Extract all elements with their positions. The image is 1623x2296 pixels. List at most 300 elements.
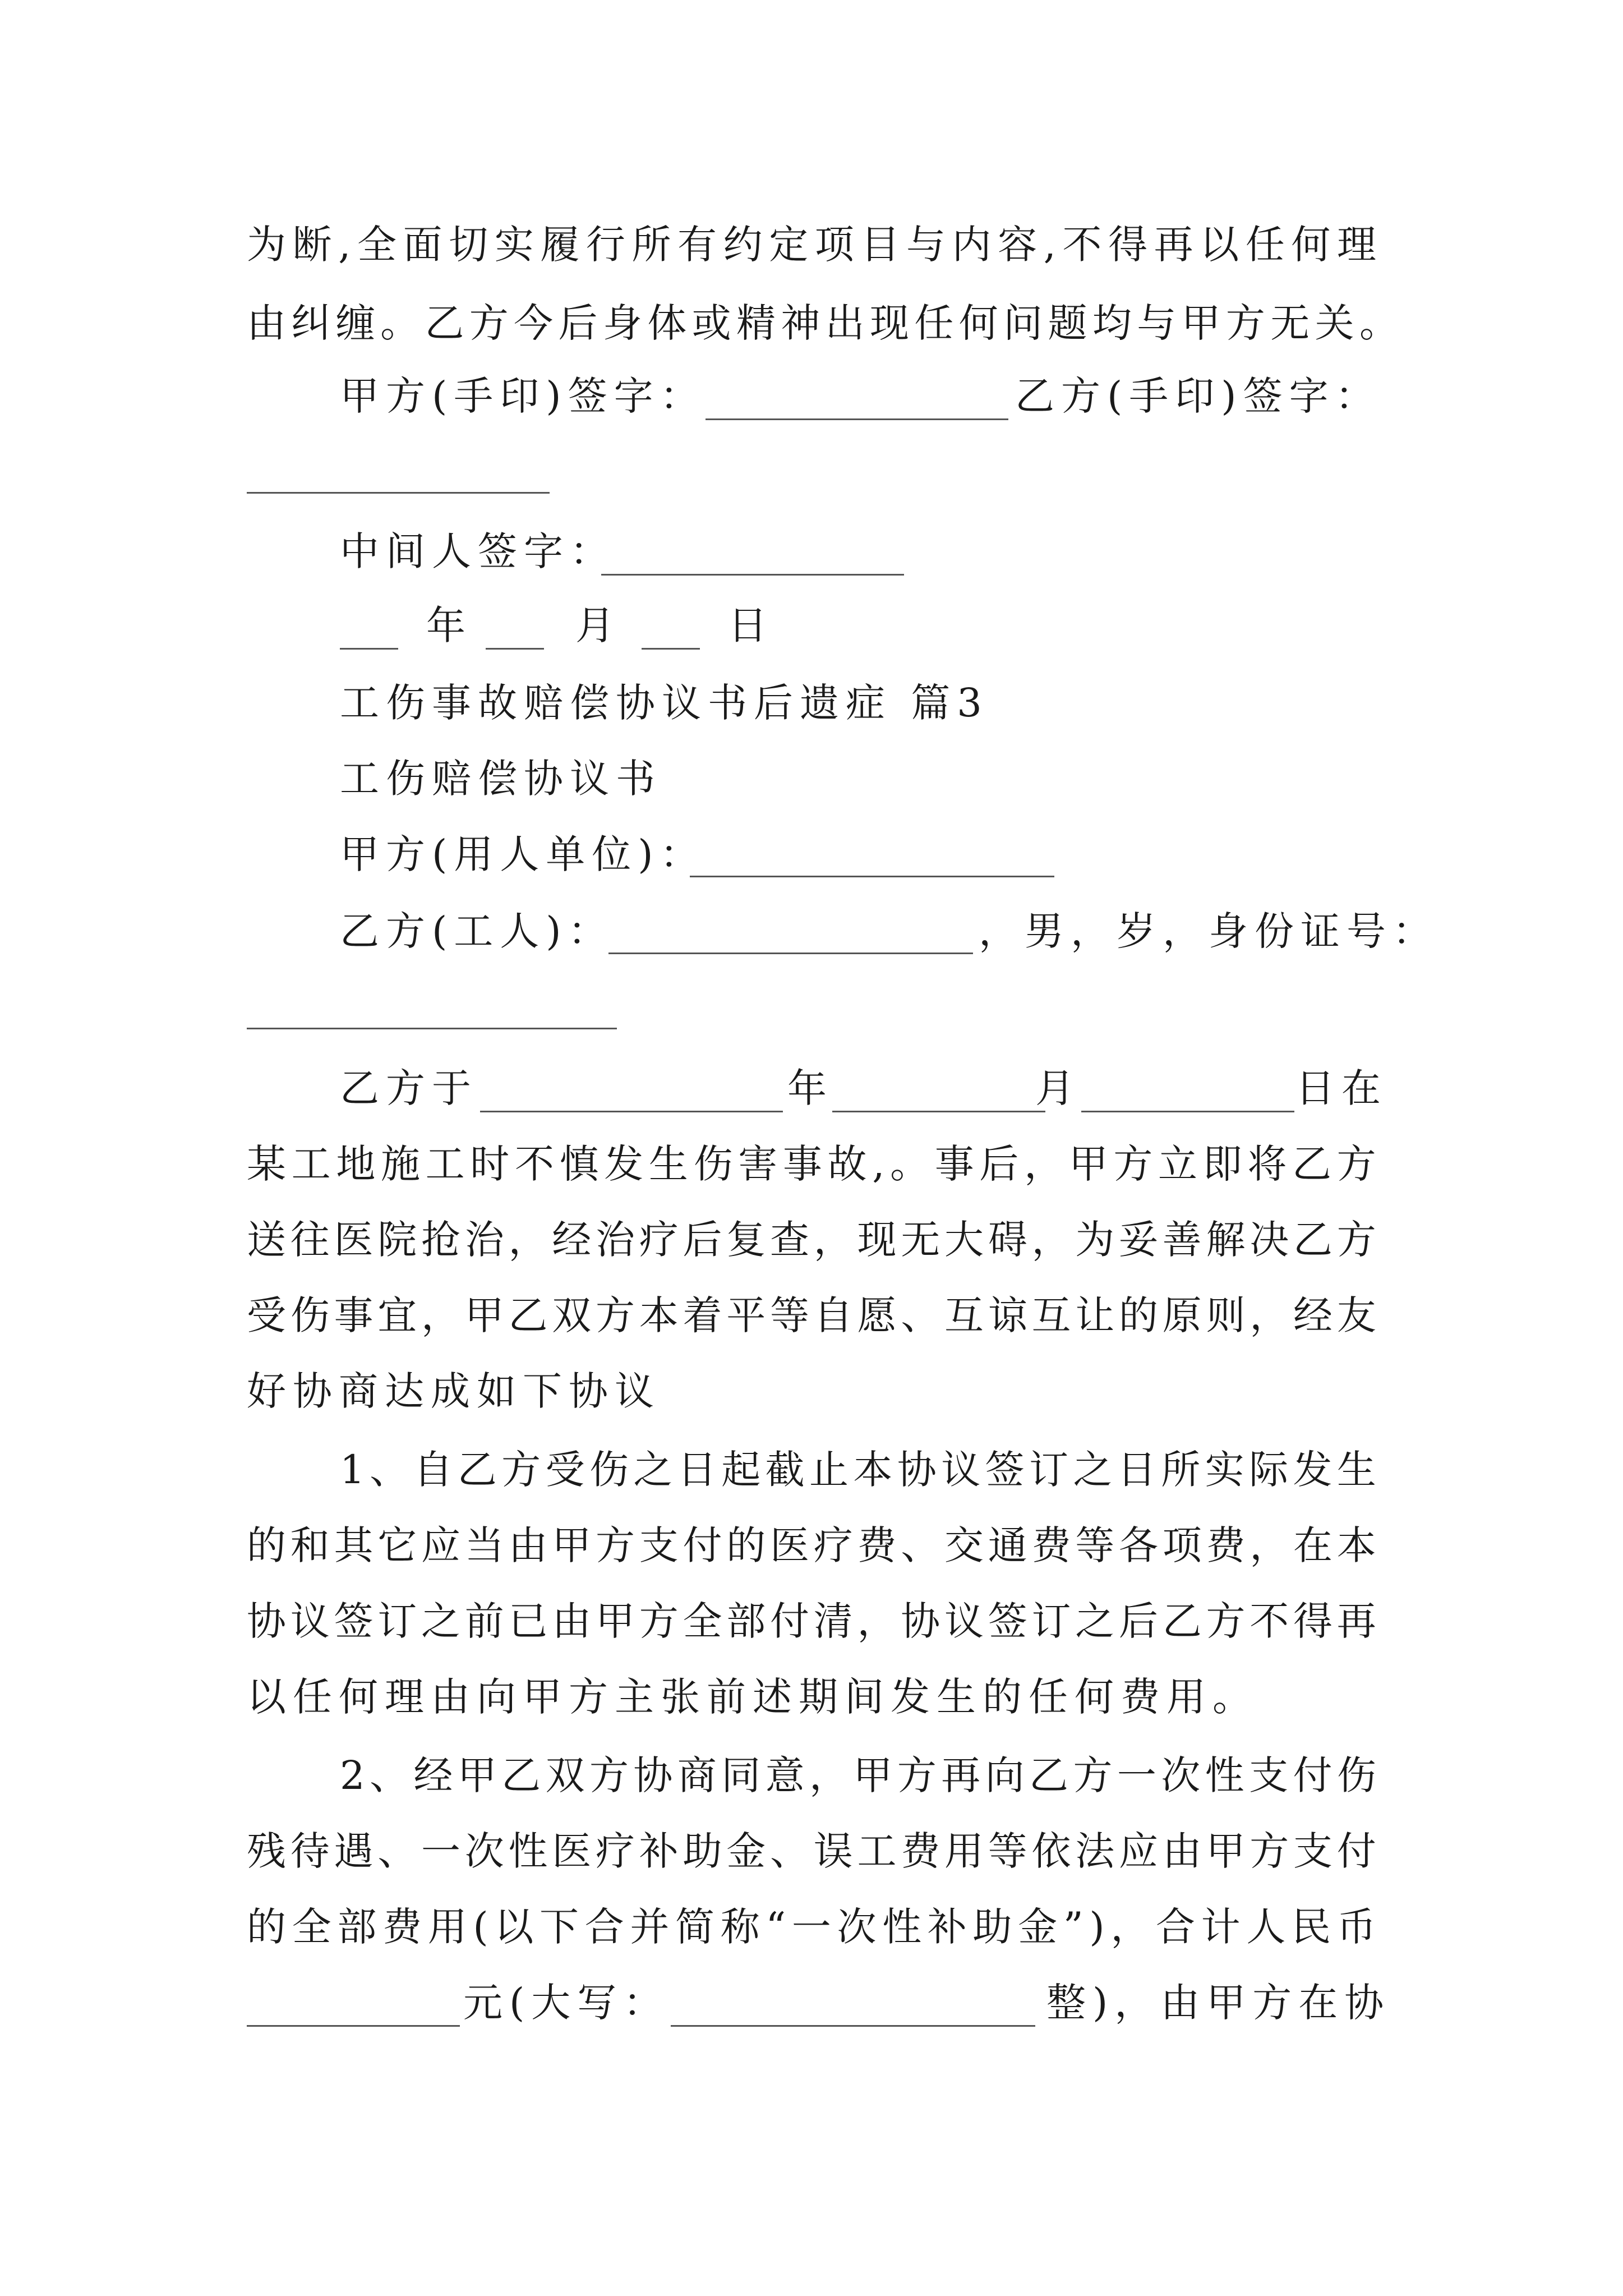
glyph: 履 <box>540 222 580 268</box>
glyph: 合 <box>1156 1904 1195 1950</box>
glyph: ， <box>857 1598 897 1644</box>
glyph: 、 <box>369 1447 409 1493</box>
middleman-signature-label: 中间人签字： <box>340 528 616 574</box>
glyph: 它 <box>377 1522 417 1568</box>
glyph: 乙 <box>1292 1141 1332 1187</box>
glyph: 意 <box>765 1752 805 1798</box>
glyph: 在 <box>1293 1522 1332 1568</box>
party-a-signature-label: 甲方(手印)签字： <box>340 373 706 419</box>
glyph: 目 <box>860 222 900 268</box>
glyph: 理 <box>1336 222 1376 268</box>
glyph: 不 <box>1062 222 1102 268</box>
glyph: 方 <box>589 1752 629 1798</box>
glyph: 待 <box>290 1828 330 1874</box>
glyph: 伤 <box>1336 1752 1376 1798</box>
glyph: 金 <box>726 1828 766 1874</box>
middleman-signature-blank[interactable] <box>601 574 904 576</box>
glyph: 决 <box>1249 1217 1289 1263</box>
glyph: 订 <box>1029 1447 1069 1493</box>
glyph: 乙 <box>1162 1598 1202 1644</box>
glyph: 乙 <box>425 300 464 346</box>
glyph: 医 <box>770 1522 809 1568</box>
glyph: 性 <box>508 1828 548 1874</box>
glyph: ( <box>473 1904 488 1950</box>
glyph: 乙 <box>457 1447 497 1493</box>
glyph: ， <box>1110 1904 1150 1950</box>
glyph: 抢 <box>421 1217 460 1263</box>
text-line <box>0 284 1623 362</box>
glyph: 项 <box>814 222 854 268</box>
id-number-blank[interactable] <box>247 1028 617 1029</box>
glyph: 当 <box>464 1522 504 1568</box>
glyph: 方 <box>1073 1752 1113 1798</box>
glyph: 神 <box>781 300 820 346</box>
glyph: 故 <box>827 1141 867 1187</box>
glyph: 双 <box>552 1292 592 1338</box>
signature-line <box>0 357 1623 435</box>
glyph: 止 <box>809 1447 849 1493</box>
glyph: 与 <box>906 222 946 268</box>
glyph: 复 <box>726 1217 766 1263</box>
glyph: 方 <box>1113 1141 1153 1187</box>
glyph: 不 <box>514 1141 554 1187</box>
glyph: 治 <box>464 1217 504 1263</box>
glyph: 自 <box>413 1447 453 1493</box>
glyph: 伤 <box>589 1447 629 1493</box>
glyph: 简 <box>675 1904 715 1950</box>
glyph: 下 <box>540 1904 579 1950</box>
glyph: 立 <box>1158 1141 1198 1187</box>
glyph: 起 <box>721 1447 761 1493</box>
glyph: 工 <box>425 1141 465 1187</box>
glyph: 发 <box>604 1141 644 1187</box>
glyph: 工 <box>291 1141 331 1187</box>
glyph: 签 <box>334 1598 374 1644</box>
glyph: 等 <box>988 1828 1027 1874</box>
glyph: 原 <box>1162 1292 1202 1338</box>
glyph: 全 <box>357 222 396 268</box>
glyph: 谅 <box>988 1292 1027 1338</box>
glyph: 或 <box>691 300 731 346</box>
justified-line <box>247 1812 1376 1890</box>
glyph: 支 <box>639 1522 679 1568</box>
glyph: 应 <box>421 1522 460 1568</box>
glyph: 身 <box>602 300 642 346</box>
glyph: 遇 <box>334 1828 374 1874</box>
glyph: 疗 <box>813 1522 853 1568</box>
glyph: 后 <box>979 1141 1019 1187</box>
year-blank[interactable] <box>340 648 398 650</box>
glyph: 互 <box>1031 1292 1071 1338</box>
justified-line <box>247 284 1399 362</box>
glyph: 其 <box>334 1522 374 1568</box>
party-a-field-label: 甲方(用人单位)： <box>340 831 706 877</box>
glyph: “ <box>766 1904 786 1950</box>
glyph: 宜 <box>377 1292 417 1338</box>
incident-year-label: 年 <box>787 1065 833 1111</box>
glyph: 问 <box>1003 300 1043 346</box>
glyph: 、 <box>377 1828 417 1874</box>
glyph: 付 <box>1293 1752 1332 1798</box>
glyph: 一 <box>421 1828 460 1874</box>
text-line <box>0 1506 1623 1585</box>
glyph: 方 <box>1336 1141 1376 1187</box>
glyph: 次 <box>464 1828 504 1874</box>
glyph: 本 <box>1336 1522 1376 1568</box>
glyph: 由 <box>508 1522 548 1568</box>
incident-month-label: 月 <box>1035 1065 1081 1111</box>
glyph: 解 <box>1206 1217 1246 1263</box>
glyph: 即 <box>1202 1141 1242 1187</box>
glyph: 和 <box>290 1522 330 1568</box>
glyph: 甲 <box>1206 1828 1246 1874</box>
glyph: 的 <box>247 1522 286 1568</box>
incident-last-line: 好协商达成如下协议 <box>247 1368 661 1414</box>
glyph: 得 <box>1108 222 1148 268</box>
glyph: 截 <box>765 1447 805 1493</box>
glyph: 甲 <box>1181 300 1221 346</box>
glyph: 甲 <box>464 1292 504 1338</box>
glyph: ， <box>813 1217 853 1263</box>
justified-line <box>247 205 1376 284</box>
glyph: 体 <box>647 300 687 346</box>
glyph: 治 <box>596 1217 635 1263</box>
glyph: 方 <box>596 1292 635 1338</box>
glyph: 乙 <box>1293 1217 1332 1263</box>
glyph: 疗 <box>639 1217 679 1263</box>
text-line <box>0 1200 1623 1279</box>
glyph: 等 <box>1075 1522 1115 1568</box>
glyph: 施 <box>380 1141 420 1187</box>
glyph: 性 <box>1205 1752 1244 1798</box>
glyph: 日 <box>1117 1447 1156 1493</box>
text-line <box>0 1125 1623 1203</box>
glyph: 等 <box>770 1292 809 1338</box>
glyph: 医 <box>334 1217 374 1263</box>
glyph: 自 <box>813 1292 853 1338</box>
glyph: 再 <box>941 1752 981 1798</box>
glyph: 向 <box>985 1752 1025 1798</box>
glyph: 时 <box>470 1141 510 1187</box>
glyph: 助 <box>683 1828 722 1874</box>
glyph: 以 <box>494 1904 534 1950</box>
glyph: 订 <box>1031 1598 1071 1644</box>
amount-words-blank[interactable] <box>671 2025 1035 2027</box>
glyph: 部 <box>726 1598 766 1644</box>
month-label: 月 <box>575 602 621 648</box>
glyph: 某 <box>247 1141 286 1187</box>
glyph: 全 <box>292 1904 331 1950</box>
glyph: ， <box>1249 1522 1289 1568</box>
day-blank[interactable] <box>642 648 700 650</box>
glyph: 称 <box>720 1904 760 1950</box>
glyph: 项 <box>1162 1522 1202 1568</box>
glyph: 为 <box>1075 1217 1115 1263</box>
glyph: 碍 <box>988 1217 1027 1263</box>
party-b-name-blank[interactable] <box>608 953 973 954</box>
glyph: 1 <box>340 1447 365 1493</box>
glyph: , <box>338 222 351 268</box>
glyph: 。 <box>380 300 420 346</box>
glyph: 本 <box>639 1292 679 1338</box>
text-line <box>0 1276 1623 1355</box>
party-b-field <box>0 892 1623 970</box>
glyph: 后 <box>683 1217 722 1263</box>
glyph: 之 <box>1075 1598 1115 1644</box>
justified-line <box>247 1276 1376 1355</box>
glyph: 。 <box>1359 300 1399 346</box>
glyph: 善 <box>1162 1217 1202 1263</box>
glyph: 乙 <box>1029 1752 1069 1798</box>
glyph: 愿 <box>857 1292 897 1338</box>
glyph: 通 <box>988 1522 1027 1568</box>
glyph: 日 <box>677 1447 717 1493</box>
glyph: 的 <box>726 1522 766 1568</box>
glyph: 议 <box>290 1598 330 1644</box>
glyph: 本 <box>853 1447 893 1493</box>
glyph: 费 <box>1031 1522 1071 1568</box>
glyph: 方 <box>1206 1598 1246 1644</box>
amount-figure-blank[interactable] <box>247 2025 460 2027</box>
party-a-name-blank[interactable] <box>690 876 1054 877</box>
glyph: 与 <box>1137 300 1177 346</box>
glyph: 甲 <box>457 1752 497 1798</box>
text-line <box>0 205 1623 284</box>
glyph: 再 <box>1336 1598 1376 1644</box>
glyph: 之 <box>421 1598 460 1644</box>
incident-year-blank[interactable] <box>480 1111 783 1112</box>
glyph: 任 <box>1245 222 1285 268</box>
glyph: 大 <box>944 1217 984 1263</box>
glyph: 甲 <box>1068 1141 1108 1187</box>
glyph: 清 <box>813 1598 853 1644</box>
party-b-signature-blank[interactable] <box>247 492 550 494</box>
justified-line <box>247 1582 1376 1660</box>
glyph: 工 <box>857 1828 897 1874</box>
glyph: 签 <box>988 1598 1027 1644</box>
glyph: 。 <box>890 1141 930 1187</box>
glyph: 用 <box>427 1904 467 1950</box>
glyph: 甲 <box>853 1752 893 1798</box>
glyph: 补 <box>639 1828 679 1874</box>
glyph: 则 <box>1206 1292 1246 1338</box>
incident-day-blank[interactable] <box>1081 1111 1294 1112</box>
glyph: 让 <box>1075 1292 1115 1338</box>
glyph: 同 <box>721 1752 761 1798</box>
amount-unit-label: 元(大写： <box>463 1980 670 2026</box>
glyph: 伤 <box>290 1292 330 1338</box>
party-b-field-label: 乙方(工人)： <box>340 908 614 954</box>
incident-line-1 <box>0 1049 1623 1128</box>
glyph: 经 <box>1293 1292 1332 1338</box>
glyph: 内 <box>952 222 992 268</box>
justified-line <box>247 1200 1376 1279</box>
year-label: 年 <box>426 602 472 648</box>
glyph: ， <box>809 1752 849 1798</box>
glyph: 医 <box>552 1828 592 1874</box>
glyph: 今 <box>514 300 554 346</box>
glyph: 甲 <box>552 1522 592 1568</box>
glyph: 依 <box>1031 1828 1071 1874</box>
glyph: 平 <box>726 1292 766 1338</box>
glyph: 交 <box>944 1522 984 1568</box>
glyph: 助 <box>972 1904 1012 1950</box>
glyph: 为 <box>247 222 286 268</box>
glyph: 付 <box>683 1522 722 1568</box>
middleman-line <box>0 512 1623 591</box>
glyph: 再 <box>1154 222 1193 268</box>
glyph: 、 <box>369 1752 409 1798</box>
glyph: 计 <box>1201 1904 1241 1950</box>
glyph: 精 <box>736 300 776 346</box>
justified-line <box>340 1736 1376 1815</box>
glyph: ， <box>421 1292 460 1338</box>
glyph: 题 <box>1048 300 1087 346</box>
glyph: 送 <box>247 1217 286 1263</box>
text-line <box>0 1812 1623 1890</box>
glyph: 疗 <box>596 1828 635 1874</box>
glyph: 际 <box>1249 1447 1289 1493</box>
glyph: ” <box>1063 1904 1083 1950</box>
agreement-title <box>0 739 1623 818</box>
glyph: 实 <box>494 222 534 268</box>
glyph: 金 <box>1018 1904 1058 1950</box>
glyph: 容 <box>998 222 1038 268</box>
glyph: 付 <box>1336 1828 1376 1874</box>
glyph: 前 <box>464 1598 504 1644</box>
glyph: 乙 <box>508 1292 548 1338</box>
text-line <box>0 1736 1623 1815</box>
glyph: 缠 <box>335 300 375 346</box>
text-line <box>0 1352 1623 1430</box>
glyph: 协 <box>633 1752 673 1798</box>
glyph: 生 <box>648 1141 688 1187</box>
justified-line <box>247 1888 1376 1966</box>
glyph: 方 <box>639 1598 679 1644</box>
glyph: 受 <box>247 1292 286 1338</box>
glyph: 费 <box>1206 1522 1246 1568</box>
glyph: 伤 <box>693 1141 733 1187</box>
glyph: 性 <box>882 1904 922 1950</box>
glyph: 均 <box>1092 300 1132 346</box>
glyph: 费 <box>382 1904 422 1950</box>
glyph: 查 <box>770 1217 809 1263</box>
glyph: 实 <box>1205 1447 1244 1493</box>
glyph: 行 <box>585 222 625 268</box>
glyph: 补 <box>927 1904 967 1950</box>
party-a-field <box>0 815 1623 894</box>
glyph: ， <box>1024 1141 1064 1187</box>
glyph: 协 <box>901 1598 940 1644</box>
glyph: 议 <box>944 1598 984 1644</box>
agreement-title-text: 工伤赔偿协议书 <box>340 756 662 802</box>
glyph: 的 <box>1119 1292 1158 1338</box>
glyph: 方 <box>897 1752 937 1798</box>
glyph: 任 <box>914 300 954 346</box>
glyph: 民 <box>1292 1904 1331 1950</box>
glyph: 之 <box>633 1447 673 1493</box>
glyph: ， <box>508 1217 548 1263</box>
section-heading-text: 工伤事故赔偿协议书后遗症 篇3 <box>340 680 989 726</box>
glyph: 订 <box>377 1598 417 1644</box>
glyph: 支 <box>1293 1828 1332 1874</box>
glyph: 、 <box>770 1828 809 1874</box>
glyph: 事 <box>334 1292 374 1338</box>
glyph: 协 <box>897 1447 937 1493</box>
glyph: 有 <box>677 222 717 268</box>
glyph: 的 <box>247 1904 286 1950</box>
incident-month-blank[interactable] <box>832 1111 1045 1112</box>
party-a-signature-blank[interactable] <box>706 418 1008 420</box>
glyph: 方 <box>1249 1828 1289 1874</box>
glyph: 次 <box>837 1904 877 1950</box>
glyph: 议 <box>941 1447 981 1493</box>
glyph: 合 <box>584 1904 624 1950</box>
glyph: 所 <box>1161 1447 1201 1493</box>
glyph: 、 <box>901 1522 940 1568</box>
glyph: 得 <box>1293 1598 1332 1644</box>
glyph: 由 <box>1162 1828 1202 1874</box>
glyph: ， <box>1249 1292 1289 1338</box>
glyph: 友 <box>1336 1292 1376 1338</box>
glyph: 面 <box>403 222 442 268</box>
glyph: 全 <box>683 1598 722 1644</box>
glyph: 付 <box>770 1598 809 1644</box>
clause1-last-line: 以任何理由向甲方主张前述期间发生的任何费用。 <box>247 1674 1258 1720</box>
glyph: 协 <box>247 1598 286 1644</box>
glyph: 无 <box>1270 300 1310 346</box>
glyph: 商 <box>677 1752 717 1798</box>
glyph: 并 <box>630 1904 670 1950</box>
glyph: 方 <box>501 1447 541 1493</box>
glyph: 约 <box>723 222 763 268</box>
glyph: 用 <box>944 1828 984 1874</box>
glyph: 所 <box>631 222 671 268</box>
glyph: 次 <box>1161 1752 1201 1798</box>
glyph: 应 <box>1119 1828 1158 1874</box>
text-line <box>0 1582 1623 1660</box>
glyph: 误 <box>813 1828 853 1874</box>
glyph: 经 <box>413 1752 453 1798</box>
date-line <box>0 586 1623 665</box>
glyph: 人 <box>1246 1904 1286 1950</box>
glyph: 现 <box>870 300 910 346</box>
glyph: 以 <box>1200 222 1239 268</box>
glyph: 现 <box>857 1217 897 1263</box>
glyph: 事 <box>934 1141 974 1187</box>
glyph: 事 <box>782 1141 822 1187</box>
glyph: 将 <box>1247 1141 1287 1187</box>
month-blank[interactable] <box>486 648 544 650</box>
glyph: 经 <box>552 1217 592 1263</box>
glyph: ， <box>1031 1217 1071 1263</box>
glyph: 签 <box>985 1447 1025 1493</box>
glyph: 双 <box>545 1752 585 1798</box>
glyph: 何 <box>958 300 998 346</box>
glyph: 之 <box>1073 1447 1113 1493</box>
day-label: 日 <box>728 602 774 648</box>
glyph: 关 <box>1315 300 1354 346</box>
glyph: 一 <box>791 1904 831 1950</box>
glyph: ) <box>1089 1904 1105 1950</box>
glyph: 费 <box>901 1828 940 1874</box>
glyph: , <box>1043 222 1056 268</box>
incident-day-suffix: 日在 <box>1295 1065 1387 1111</box>
glyph: 币 <box>1336 1904 1376 1950</box>
glyph: 无 <box>901 1217 940 1263</box>
text-line <box>0 1430 1623 1509</box>
glyph: 后 <box>558 300 598 346</box>
